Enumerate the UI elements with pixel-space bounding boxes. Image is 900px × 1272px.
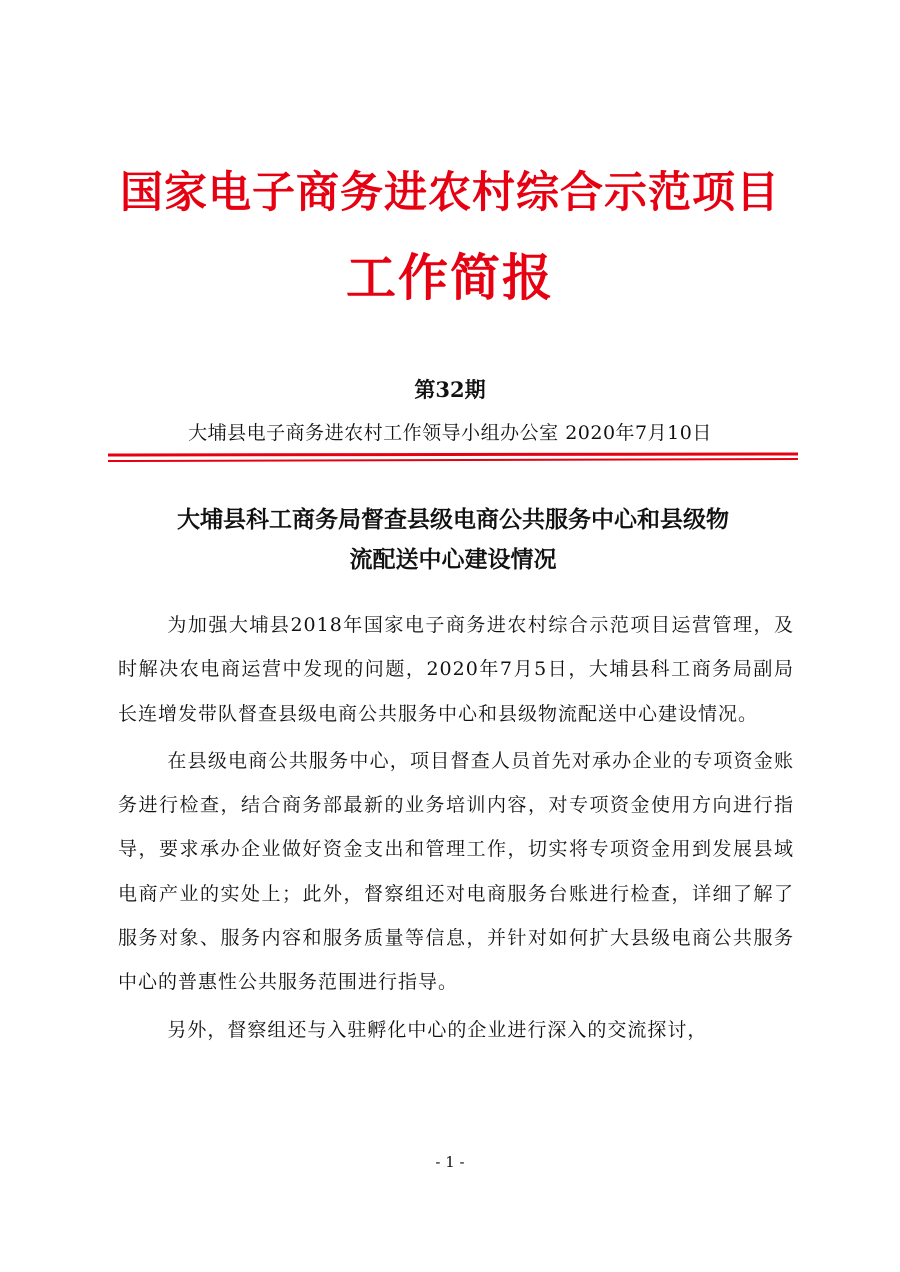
- article-body: [118, 603, 794, 1055]
- masthead-subtitle: 工作简报: [346, 248, 554, 307]
- article-title-line-2: 流配送中心建设情况: [349, 546, 557, 573]
- body-paragraph-2: 在县级电商公共服务中心，项目督查人员首先对承办企业的专项资金账务进行检查，结合商务部最新的业务培训内容，对专项资金使用方向进行指导，要求承办企业做好资金支出和管理工作，切实将专项资金用到发展县域电商产业的实处上；此外，督察组还对电商服务台账进行检查，详细了解了服务对象、服务内容和服务质量等信息，并针对如何扩大县级电商公共服务中心的普惠性公共服务范围进行指导。: [118, 749, 794, 994]
- body-paragraph-1: 为加强大埔县2018年国家电子商务进农村综合示范项目运营管理，及时解决农电商运营中发现的问题，2020年7月5日，大埔县科工商务局副局长连增发带队督查县级电商公共服务中心和县级物流配送中心建设情况。: [118, 614, 794, 725]
- issuer-date-line: 大埔县电子商务进农村工作领导小组办公室 2020年7月10日: [188, 422, 712, 444]
- body-paragraph-3: 另外，督察组还与入驻孵化中心的企业进行深入的交流探讨，: [167, 1018, 708, 1041]
- article-title: [108, 500, 798, 580]
- article-title-line-1: 大埔县科工商务局督查县级电商公共服务中心和县级物: [177, 506, 729, 533]
- red-divider-line: [108, 450, 798, 466]
- page-number: - 1 -: [435, 1153, 465, 1171]
- masthead-title: 国家电子商务进农村综合示范项目: [120, 168, 780, 218]
- issue-number: 第32期: [414, 377, 486, 402]
